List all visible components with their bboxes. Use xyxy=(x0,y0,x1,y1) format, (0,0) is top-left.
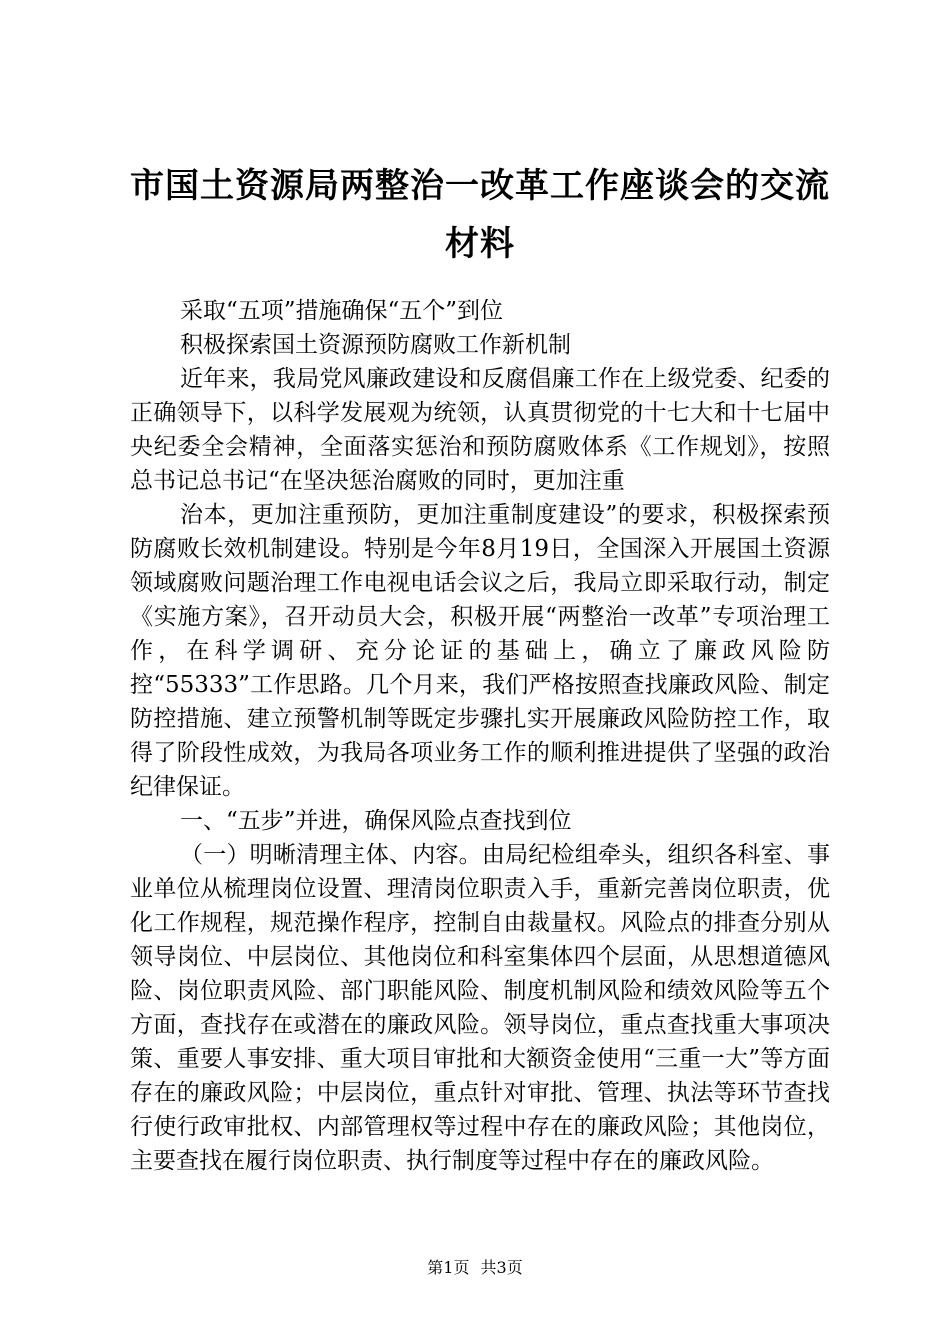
section-heading: 一、“五步”并进，确保风险点查找到位 xyxy=(180,808,572,834)
subtitle-line-2: 积极探索国土资源预防腐败工作新机制 xyxy=(180,332,571,358)
page-footer xyxy=(0,1258,950,1278)
document-body xyxy=(130,294,830,1178)
body-paragraph: （一）明晰清理主体、内容。由局纪检组牵头，组织各科室、事业单位从梳理岗位设置、理清岗位职责入手，重新完善岗位职责，优化工作规程，规范操作程序，控制自由裁量权。风险点的排查分别从领导岗位、中层岗位、其他岗位和科室集体四个层面，从思想道德风险、岗位职责风险、部门职能风险、制度机制风险和绩效风险等五个方面，查找存在或潜在的廉政风险。领导岗位，重点查找重大事项决策、重要人事安排、重大项目审批和大额资金使用“三重一大”等方面存在的廉政风险；中层岗位，重点针对审批、管理、执法等环节查找行使行政审批权、内部管理权等过程中存在的廉政风险；其他岗位，主要查找在履行岗位职责、执行制度等过程中存在的廉政风险。 xyxy=(130,842,830,1174)
body-paragraph: 治本，更加注重预防，更加注重制度建设”的要求，积极探索预防腐败长效机制建设。特别是今年8月19日，全国深入开展国土资源领域腐败问题治理工作电视电话会议之后，我局立即采取行动，制定《实施方案》，召开动员大会，积极开展“两整治一改革”专项治理工作，在科学调研、充分论证的基础上，确立了廉政风险防控“55333”工作思路。几个月来，我们严格按照查找廉政风险、制定防控措施、建立预警机制等既定步骤扎实开展廉政风险防控工作，取得了阶段性成效，为我局各项业务工作的顺利推进提供了坚强的政治纪律保证。 xyxy=(130,502,830,800)
subtitle-line-1: 采取“五项”措施确保“五个”到位 xyxy=(180,298,504,324)
document-title-line-1: 市国土资源局两整治一改革工作座谈会的交流 xyxy=(130,166,830,206)
body-paragraph: 近年来，我局党风廉政建设和反腐倡廉工作在上级党委、纪委的正确领导下，以科学发展观为统领，认真贯彻党的十七大和十七届中央纪委全会精神，全面落实惩治和预防腐败体系《工作规划》，按照总书记总书记“在坚决惩治腐败的同时，更加注重 xyxy=(130,366,830,494)
page-total: 共3页 xyxy=(480,1258,523,1277)
document-title-line-2: 材料 xyxy=(445,224,515,264)
page-number: 第1页 xyxy=(427,1258,470,1277)
